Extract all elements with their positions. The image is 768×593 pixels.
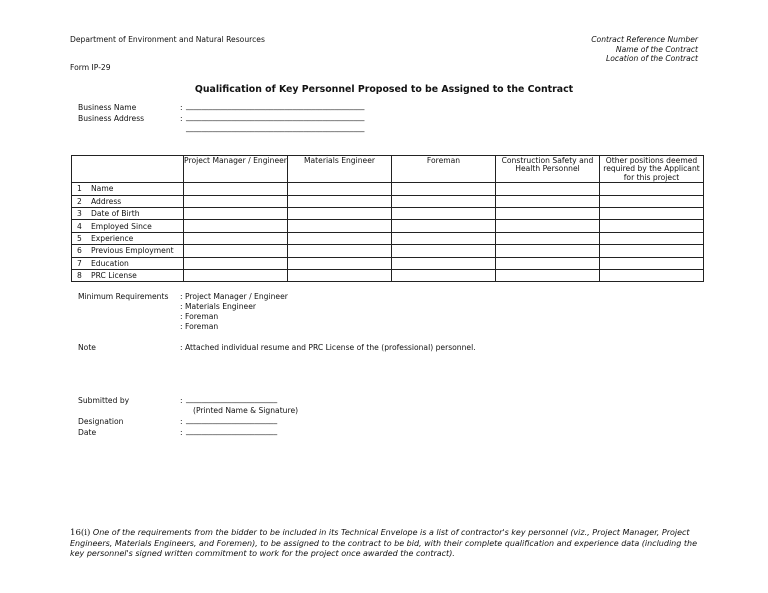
table-cell[interactable]	[496, 195, 600, 207]
table-cell[interactable]	[392, 232, 496, 244]
printed-name-caption: (Printed Name & Signature)	[193, 406, 299, 415]
table-cell[interactable]	[184, 257, 288, 269]
row-number: 4	[77, 221, 82, 231]
designation-colon: :	[180, 417, 183, 426]
row-label	[72, 245, 184, 257]
date-field[interactable]: ________________________	[186, 426, 278, 435]
row-label-text: Employed Since	[91, 221, 152, 231]
contract-location: Location of the Contract	[606, 54, 698, 63]
table-cell[interactable]	[392, 269, 496, 281]
business-address-field-2[interactable]: _______________________________________________	[186, 123, 365, 132]
row-label	[72, 208, 184, 220]
table-row	[72, 232, 704, 244]
table-cell[interactable]	[496, 257, 600, 269]
note-label: Note	[78, 343, 96, 352]
column-header: Materials Engineer	[288, 156, 392, 183]
row-number: 8	[77, 271, 82, 281]
table-cell[interactable]	[184, 232, 288, 244]
submitted-by-colon: :	[180, 396, 183, 405]
submitted-by-field[interactable]: ________________________	[186, 394, 278, 403]
business-address-colon: :	[180, 114, 183, 123]
row-number: 6	[77, 246, 82, 256]
table-row	[72, 183, 704, 195]
table-header-row	[72, 156, 704, 183]
table-cell[interactable]	[288, 232, 392, 244]
row-label-text: Experience	[91, 233, 134, 243]
column-header: Construction Safety and Health Personnel	[496, 156, 600, 183]
table-cell[interactable]	[392, 220, 496, 232]
table-cell[interactable]	[288, 195, 392, 207]
requirement-item: : Foreman	[180, 322, 219, 331]
table-cell[interactable]	[600, 257, 704, 269]
contract-name: Name of the Contract	[615, 45, 698, 54]
table-row	[72, 257, 704, 269]
business-address-label: Business Address	[78, 114, 145, 123]
requirement-item: : Foreman	[180, 312, 219, 321]
table-cell[interactable]	[288, 220, 392, 232]
table-cell[interactable]	[184, 183, 288, 195]
table-cell[interactable]	[288, 269, 392, 281]
requirement-item: : Project Manager / Engineer	[180, 292, 288, 301]
business-name-label: Business Name	[78, 103, 137, 112]
row-number: 1	[77, 184, 82, 194]
form-title: Qualification of Key Personnel Proposed to be Assigned to the Contract	[194, 84, 574, 95]
column-header: Other positions deemed required by the Applicant for this project	[600, 156, 704, 183]
table-cell[interactable]	[184, 269, 288, 281]
table-cell[interactable]	[600, 232, 704, 244]
table-cell[interactable]	[184, 220, 288, 232]
table-cell[interactable]	[600, 245, 704, 257]
date-colon: :	[180, 428, 183, 437]
row-label	[72, 183, 184, 195]
table-cell[interactable]	[496, 220, 600, 232]
table-row	[72, 245, 704, 257]
table-cell[interactable]	[496, 208, 600, 220]
table-cell[interactable]	[600, 208, 704, 220]
table-cell[interactable]	[600, 183, 704, 195]
contract-reference-number: Contract Reference Number	[591, 35, 698, 44]
minimum-requirements-label: Minimum Requirements	[78, 292, 169, 301]
table-cell[interactable]	[392, 195, 496, 207]
table-cell[interactable]	[288, 245, 392, 257]
row-label	[72, 257, 184, 269]
table-cell[interactable]	[600, 269, 704, 281]
table-cell[interactable]	[288, 183, 392, 195]
designation-label: Designation	[78, 417, 124, 426]
row-label	[72, 195, 184, 207]
table-cell[interactable]	[184, 245, 288, 257]
table-cell[interactable]	[392, 257, 496, 269]
date-label: Date	[78, 428, 97, 437]
note-text: : Attached individual resume and PRC License of the (professional) personnel.	[180, 343, 476, 352]
table-cell[interactable]	[184, 195, 288, 207]
row-number: 2	[77, 196, 82, 206]
row-number: 3	[77, 209, 82, 219]
footnote-text: One of the requirements from the bidder to be included in its Technical Envelope is a list of contractor's key personnel (viz., Project Manager, Project Engineers, Materials Engineers, and Foremen), to be assigned to the contract to be bid, with their complete qualification and experience data (including the key personnel's signed written commitment to work for the project once awarded the contract).	[70, 528, 697, 559]
table-row	[72, 220, 704, 232]
table-cell[interactable]	[392, 208, 496, 220]
row-label-text: Education	[91, 258, 129, 268]
form-number: Form IP-29	[70, 63, 111, 72]
row-label-text: Date of Birth	[91, 209, 140, 219]
row-label-header	[72, 156, 184, 183]
row-label	[72, 220, 184, 232]
table-cell[interactable]	[496, 269, 600, 281]
table-cell[interactable]	[600, 220, 704, 232]
requirement-item: : Materials Engineer	[180, 302, 257, 311]
submitted-by-label: Submitted by	[78, 396, 130, 405]
table-cell[interactable]	[496, 245, 600, 257]
row-number: 7	[77, 258, 82, 268]
table-row	[72, 195, 704, 207]
footnote-mark: 16(i)	[70, 528, 91, 538]
table-cell[interactable]	[288, 208, 392, 220]
personnel-table	[71, 155, 704, 282]
table-cell[interactable]	[496, 183, 600, 195]
business-address-field-1[interactable]: _______________________________________________	[186, 112, 365, 121]
table-cell[interactable]	[392, 245, 496, 257]
table-cell[interactable]	[496, 232, 600, 244]
row-label	[72, 269, 184, 281]
column-header: Foreman	[392, 156, 496, 183]
designation-field[interactable]: ________________________	[186, 415, 278, 424]
table-cell[interactable]	[392, 183, 496, 195]
row-label-text: Previous Employment	[91, 246, 174, 256]
business-name-field[interactable]: _______________________________________________	[186, 101, 365, 110]
table-row	[72, 208, 704, 220]
department-name: Department of Environment and Natural Resources	[70, 35, 265, 44]
business-name-colon: :	[180, 103, 183, 112]
row-label-text: PRC License	[91, 271, 137, 281]
row-label	[72, 232, 184, 244]
table-cell[interactable]	[288, 257, 392, 269]
footnote	[70, 528, 700, 560]
row-label-text: Name	[91, 184, 114, 194]
column-header: Project Manager / Engineer	[184, 156, 288, 183]
table-cell[interactable]	[600, 195, 704, 207]
row-number: 5	[77, 233, 82, 243]
table-row	[72, 269, 704, 281]
table-cell[interactable]	[184, 208, 288, 220]
row-label-text: Address	[91, 196, 122, 206]
